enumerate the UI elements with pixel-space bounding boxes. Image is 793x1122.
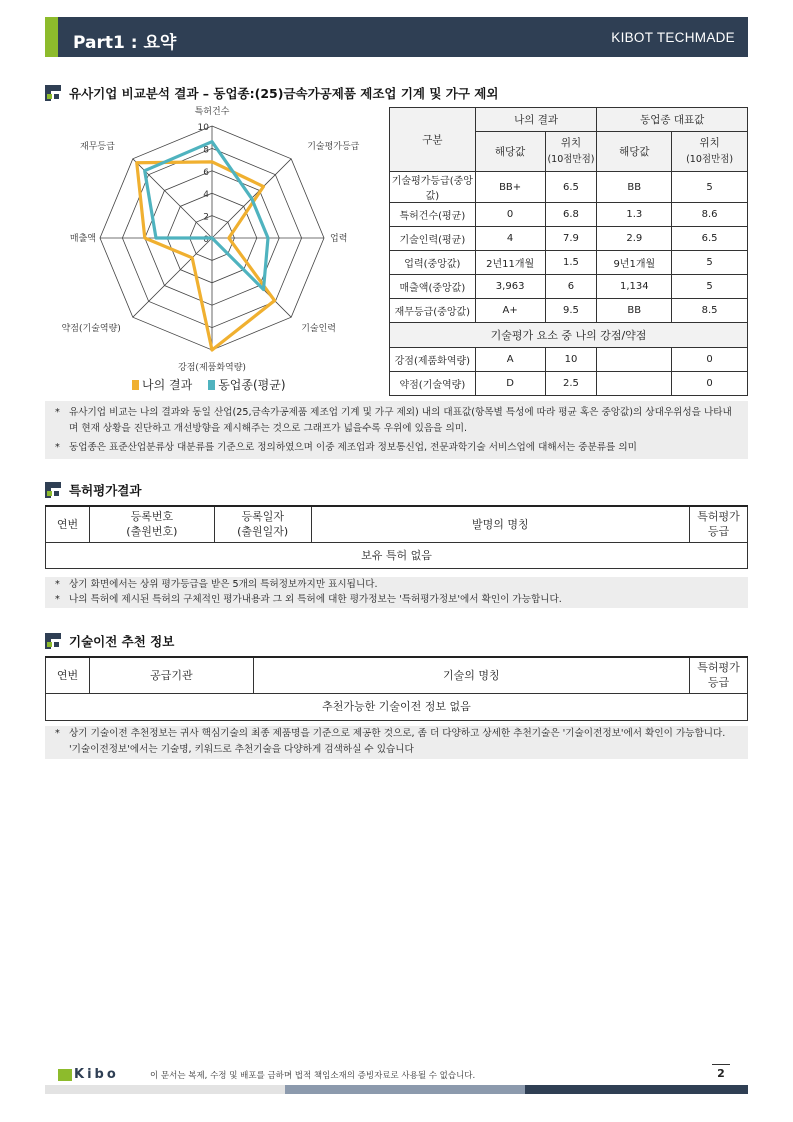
radar-axis-label: 특허건수 [194,107,230,117]
note-text: 동업종은 표준산업분류상 대분류를 기준으로 정의하였으며 이중 제조업과 정보통신업, 전문과학기술 서비스업에 대해서는 중분류를 의미 [69,442,637,453]
radar-axis-label: 강점(제품화역량) [178,363,246,373]
legend-label-mine: 나의 결과 [142,378,193,392]
footer-disclaimer: 이 문서는 복제, 수정 및 배포를 금하며 법적 책임소재의 증빙자료로 사용될 수 없습니다. [150,1071,476,1081]
row-label: 강점(제품화역량) [390,348,476,372]
section-bullet-icon [45,633,61,649]
row-label: 업력(중앙값) [390,251,476,275]
legend-label-peer: 동업종(평균) [218,378,286,392]
note-text: 유사기업 비교는 나의 결과와 동일 산업(25,금속가공제품 제조업 기계 및 가구 제외) 내의 대표값(항목별 특성에 따라 평균 혹은 중앙값)의 상대우위성을 나타내며 현재 상황을 진단하고 개선방향을 제시해주는 것으로 그래프가 넓을수록 우위에 있음을 의미. [69,407,732,434]
radar-tick-label: 4 [203,190,209,201]
th-patent-grade [690,657,748,693]
note-box-tech-transfer [45,726,748,759]
radar-axis-label: 재무등급 [80,141,115,152]
table-cell: D [475,372,545,396]
table-cell: 9년1개월 [597,251,672,275]
table-cell: 5 [672,251,748,275]
section-bullet-icon [45,85,61,101]
note-item: * 유사기업 비교는 나의 결과와 동일 산업(25,금속가공제품 제조업 기계 및 가구 제외) 내의 대표값(항목별 특성에 따라 평균 혹은 중앙값)의 상대우위성을 나타내며 현재 상황을 진단하고 개선방향을 제시해주는 것으로 그래프가 넓을수록 우위에 있음을 의미. [55,407,732,434]
th-my-value: 해당값 [475,132,545,172]
footer-bar-dark [525,1085,748,1094]
radar-tick-label: 6 [203,167,209,178]
row-label: 기술평가등급(중앙값) [390,172,476,203]
th-reg-no [89,506,214,542]
th-grade-sub: 등급 [707,525,730,539]
strength-weakness-header: 기술평가 요소 중 나의 강점/약점 [390,323,748,348]
tech-transfer-table [45,656,748,721]
th-tech-name: 기술의 명칭 [253,657,689,693]
table-cell [597,348,672,372]
row-label: 약점(기술역량) [390,372,476,396]
th-patent-grade [690,506,748,542]
th-my-result: 나의 결과 [475,108,597,132]
radar-axis-label: 기술평가등급 [307,141,360,152]
section-title-text: 기술이전 추천 정보 [69,634,175,649]
page-number: 2 [712,1064,730,1080]
th-reg-date [214,506,311,542]
table-cell: 6.8 [545,203,597,227]
note-text: 상기 화면에서는 상위 평가등급을 받은 5개의 특허정보까지만 표시됩니다. [69,579,378,590]
th-my-pos [545,132,597,172]
table-cell: 7.9 [545,227,597,251]
footer-bar-light [45,1085,285,1094]
radar-tick-label: 0 [203,235,209,245]
logo-text: Kibo [74,1067,119,1082]
table-cell: BB [597,299,672,323]
legend-item-peer [208,376,285,393]
table-cell: A [475,348,545,372]
radar-tick-label: 8 [203,145,209,156]
table-cell: 2년11개월 [475,251,545,275]
table-row [390,348,748,372]
table-cell: 9.5 [545,299,597,323]
table-cell: 5 [672,275,748,299]
th-gubun: 구분 [390,108,476,172]
note-item: * 상기 화면에서는 상위 평가등급을 받은 5개의 특허정보까지만 표시됩니다. [55,579,378,590]
radar-tick-label: 10 [197,123,209,133]
radar-axis-label: 업력 [330,234,348,244]
page-title: Part1 : 요약 [73,33,177,53]
table-cell: BB+ [475,172,545,203]
table-cell: 8.5 [672,299,748,323]
note-item: * 상기 기술이전 추천정보는 귀사 핵심기술의 최종 제품명을 기준으로 제공한 것으로, 좀 더 다양하고 상세한 추천기술은 '기술이전정보'에서 확인이 가능합니다. '기술이전정보'에서는 기술명, 키워드로 추천기술을 다양하게 검색하실 수 있습니다 [55,728,726,755]
table-row [390,299,748,323]
logo-mark-icon [58,1069,72,1081]
th-pos-label: 위치 [699,137,720,149]
table-row [390,251,748,275]
table-row [390,372,748,396]
empty-tech-row: 추천가능한 기술이전 정보 없음 [46,693,748,720]
table-row [390,203,748,227]
row-label: 매출액(중앙값) [390,275,476,299]
th-peer-value: 해당값 [597,132,672,172]
table-cell: 6.5 [672,227,748,251]
table-row [390,172,748,203]
table-cell: 8.6 [672,203,748,227]
table-cell: 1.5 [545,251,597,275]
radar-axis-label: 약점(기술역량) [61,324,121,335]
table-cell: 2.9 [597,227,672,251]
table-cell: 0 [475,203,545,227]
header-accent [45,17,58,57]
chart-legend [132,376,302,393]
th-invention-name: 발명의 명칭 [311,506,689,542]
note-text: 상기 기술이전 추천정보는 귀사 핵심기술의 최종 제품명을 기준으로 제공한 것으로, 좀 더 다양하고 상세한 추천기술은 '기술이전정보'에서 확인이 가능합니다. '기술이전정보'에서는 기술명, 키워드로 추천기술을 다양하게 검색하실 수 있습니다 [69,728,726,755]
row-label: 재무등급(중앙값) [390,299,476,323]
note-text: 나의 특허에 제시된 특허의 구체적인 평가내용과 그 외 특허에 대한 평가정보는 '특허평가정보'에서 확인이 가능합니다. [69,594,562,605]
th-reg-no-label: 등록번호 [130,510,174,524]
table-cell: A+ [475,299,545,323]
kibo-logo [58,1067,119,1082]
table-cell: 2.5 [545,372,597,396]
th-grade-label: 특허평가 [697,510,740,524]
radar-tick-label: 2 [203,212,209,223]
section-bullet-icon [45,482,61,498]
section-title-comparison [45,84,498,102]
table-row [390,227,748,251]
patent-table [45,505,748,569]
comparison-table [389,107,748,396]
legend-item-mine [132,376,192,393]
table-cell: 0 [672,348,748,372]
note-box-comparison [45,401,748,459]
footer-bar-mid [285,1085,525,1094]
brand-name: KIBOT TECHMADE [611,30,735,45]
section-title-text: 유사기업 비교분석 결과 – 동업종:(25)금속가공제품 제조업 기계 및 가구 제외 [69,86,499,101]
table-cell: 3,963 [475,275,545,299]
note-box-patent [45,577,748,608]
legend-swatch-mine [132,380,139,390]
th-grade-sub: 등급 [707,676,730,690]
table-cell: 5 [672,172,748,203]
table-cell: 10 [545,348,597,372]
table-cell: 6.5 [545,172,597,203]
th-app-no-label: (출원번호) [126,525,178,539]
section-title-patent [45,481,141,499]
th-pos-label: 위치 [560,137,582,149]
th-app-date-label: (출원일자) [237,525,289,539]
row-label: 기술인력(평균) [390,227,476,251]
th-no: 연번 [46,506,90,542]
note-item: * 나의 특허에 제시된 특허의 구체적인 평가내용과 그 외 특허에 대한 평가정보는 '특허평가정보'에서 확인이 가능합니다. [55,594,562,605]
th-peer: 동업종 대표값 [597,108,748,132]
table-cell: 1.3 [597,203,672,227]
empty-patent-row: 보유 특허 없음 [46,542,748,568]
table-row [390,275,748,299]
th-pos-sub: (10점만점) [547,154,595,165]
table-cell: 1,134 [597,275,672,299]
table-cell: 6 [545,275,597,299]
th-pos-sub: (10점만점) [686,154,734,165]
table-cell: 0 [672,372,748,396]
section-title-tech-transfer [45,632,174,650]
th-grade-label: 특허평가 [697,661,740,675]
table-cell: BB [597,172,672,203]
legend-swatch-peer [208,380,215,390]
th-peer-pos [672,132,748,172]
th-no: 연번 [46,657,90,693]
note-item: * 동업종은 표준산업분류상 대분류를 기준으로 정의하였으며 이중 제조업과 정보통신업, 전문과학기술 서비스업에 대해서는 중분류를 의미 [55,442,637,453]
radar-chart [45,103,385,403]
table-cell [597,372,672,396]
th-reg-date-label: 등록일자 [241,510,284,524]
table-cell: 4 [475,227,545,251]
section-title-text: 특허평가결과 [69,483,142,498]
row-label: 특허건수(평균) [390,203,476,227]
th-supplier: 공급기관 [89,657,253,693]
radar-axis-label: 기술인력 [301,324,336,335]
radar-axis-label: 매출액 [69,234,96,244]
